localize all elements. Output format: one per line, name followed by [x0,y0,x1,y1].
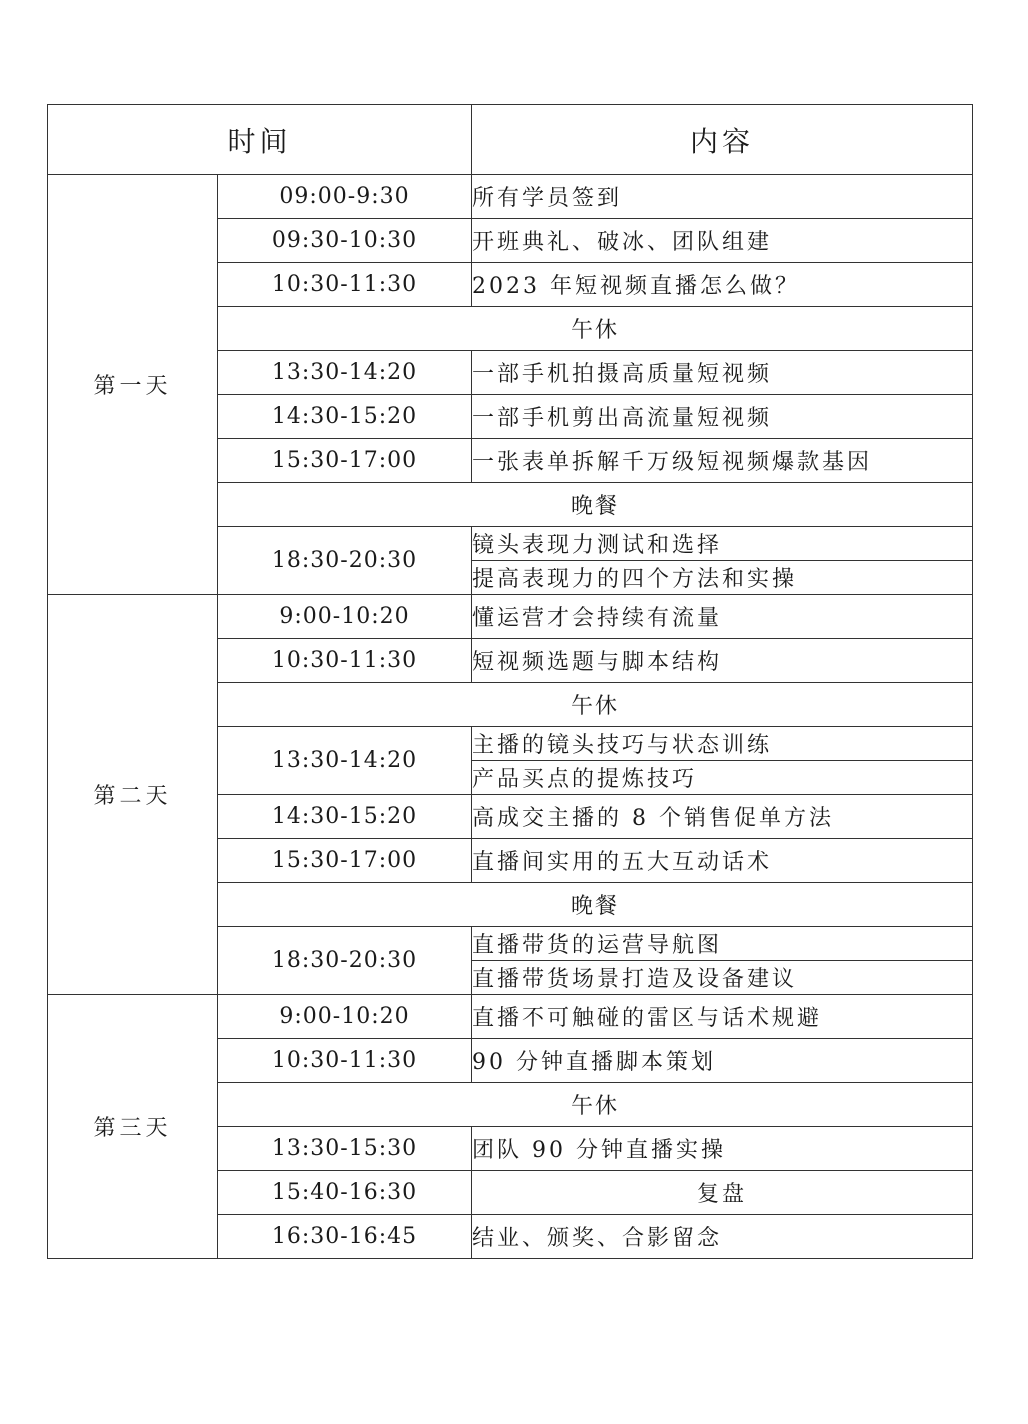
session-time: 10:30-11:30 [218,263,472,307]
header-time: 时间 [48,105,472,175]
session-content: 直播带货场景打造及设备建议 [472,961,973,995]
session-time: 09:00-9:30 [218,175,472,219]
session-content: 一部手机剪出高流量短视频 [472,395,973,439]
break-label: 午休 [218,307,973,351]
break-label: 晚餐 [218,483,973,527]
break-label: 午休 [218,1083,973,1127]
session-content: 高成交主播的 8 个销售促单方法 [472,795,973,839]
session-content: 直播不可触碰的雷区与话术规避 [472,995,973,1039]
session-time: 9:00-10:20 [218,595,472,639]
session-time: 15:30-17:00 [218,439,472,483]
session-time: 13:30-14:20 [218,727,472,795]
session-content: 90 分钟直播脚本策划 [472,1039,973,1083]
session-content: 开班典礼、破冰、团队组建 [472,219,973,263]
session-content: 团队 90 分钟直播实操 [472,1127,973,1171]
session-time: 10:30-11:30 [218,1039,472,1083]
session-time: 18:30-20:30 [218,927,472,995]
day-label: 第一天 [48,175,218,595]
session-content: 直播间实用的五大互动话术 [472,839,973,883]
session-content: 镜头表现力测试和选择 [472,527,973,561]
header-row [48,105,973,175]
schedule-session-row [48,995,973,1039]
schedule-table [47,104,973,1259]
session-time: 16:30-16:45 [218,1215,472,1259]
session-time: 18:30-20:30 [218,527,472,595]
header-content: 内容 [472,105,973,175]
session-content: 懂运营才会持续有流量 [472,595,973,639]
session-content: 2023 年短视频直播怎么做？ [472,263,973,307]
day-label: 第三天 [48,995,218,1259]
session-content: 一部手机拍摄高质量短视频 [472,351,973,395]
day-label: 第二天 [48,595,218,995]
session-content: 提高表现力的四个方法和实操 [472,561,973,595]
schedule-body [48,175,973,1259]
break-label: 午休 [218,683,973,727]
session-time: 14:30-15:20 [218,795,472,839]
session-time: 15:40-16:30 [218,1171,472,1215]
session-time: 09:30-10:30 [218,219,472,263]
break-label: 晚餐 [218,883,973,927]
session-content: 直播带货的运营导航图 [472,927,973,961]
session-content: 所有学员签到 [472,175,973,219]
session-time: 13:30-14:20 [218,351,472,395]
session-time: 15:30-17:00 [218,839,472,883]
schedule-session-row [48,595,973,639]
session-content: 主播的镜头技巧与状态训练 [472,727,973,761]
session-time: 13:30-15:30 [218,1127,472,1171]
session-content: 一张表单拆解千万级短视频爆款基因 [472,439,973,483]
session-content: 产品买点的提炼技巧 [472,761,973,795]
session-time: 14:30-15:20 [218,395,472,439]
session-content: 短视频选题与脚本结构 [472,639,973,683]
session-time: 9:00-10:20 [218,995,472,1039]
session-content: 复盘 [472,1171,973,1215]
schedule-session-row [48,175,973,219]
session-time: 10:30-11:30 [218,639,472,683]
session-content: 结业、颁奖、合影留念 [472,1215,973,1259]
